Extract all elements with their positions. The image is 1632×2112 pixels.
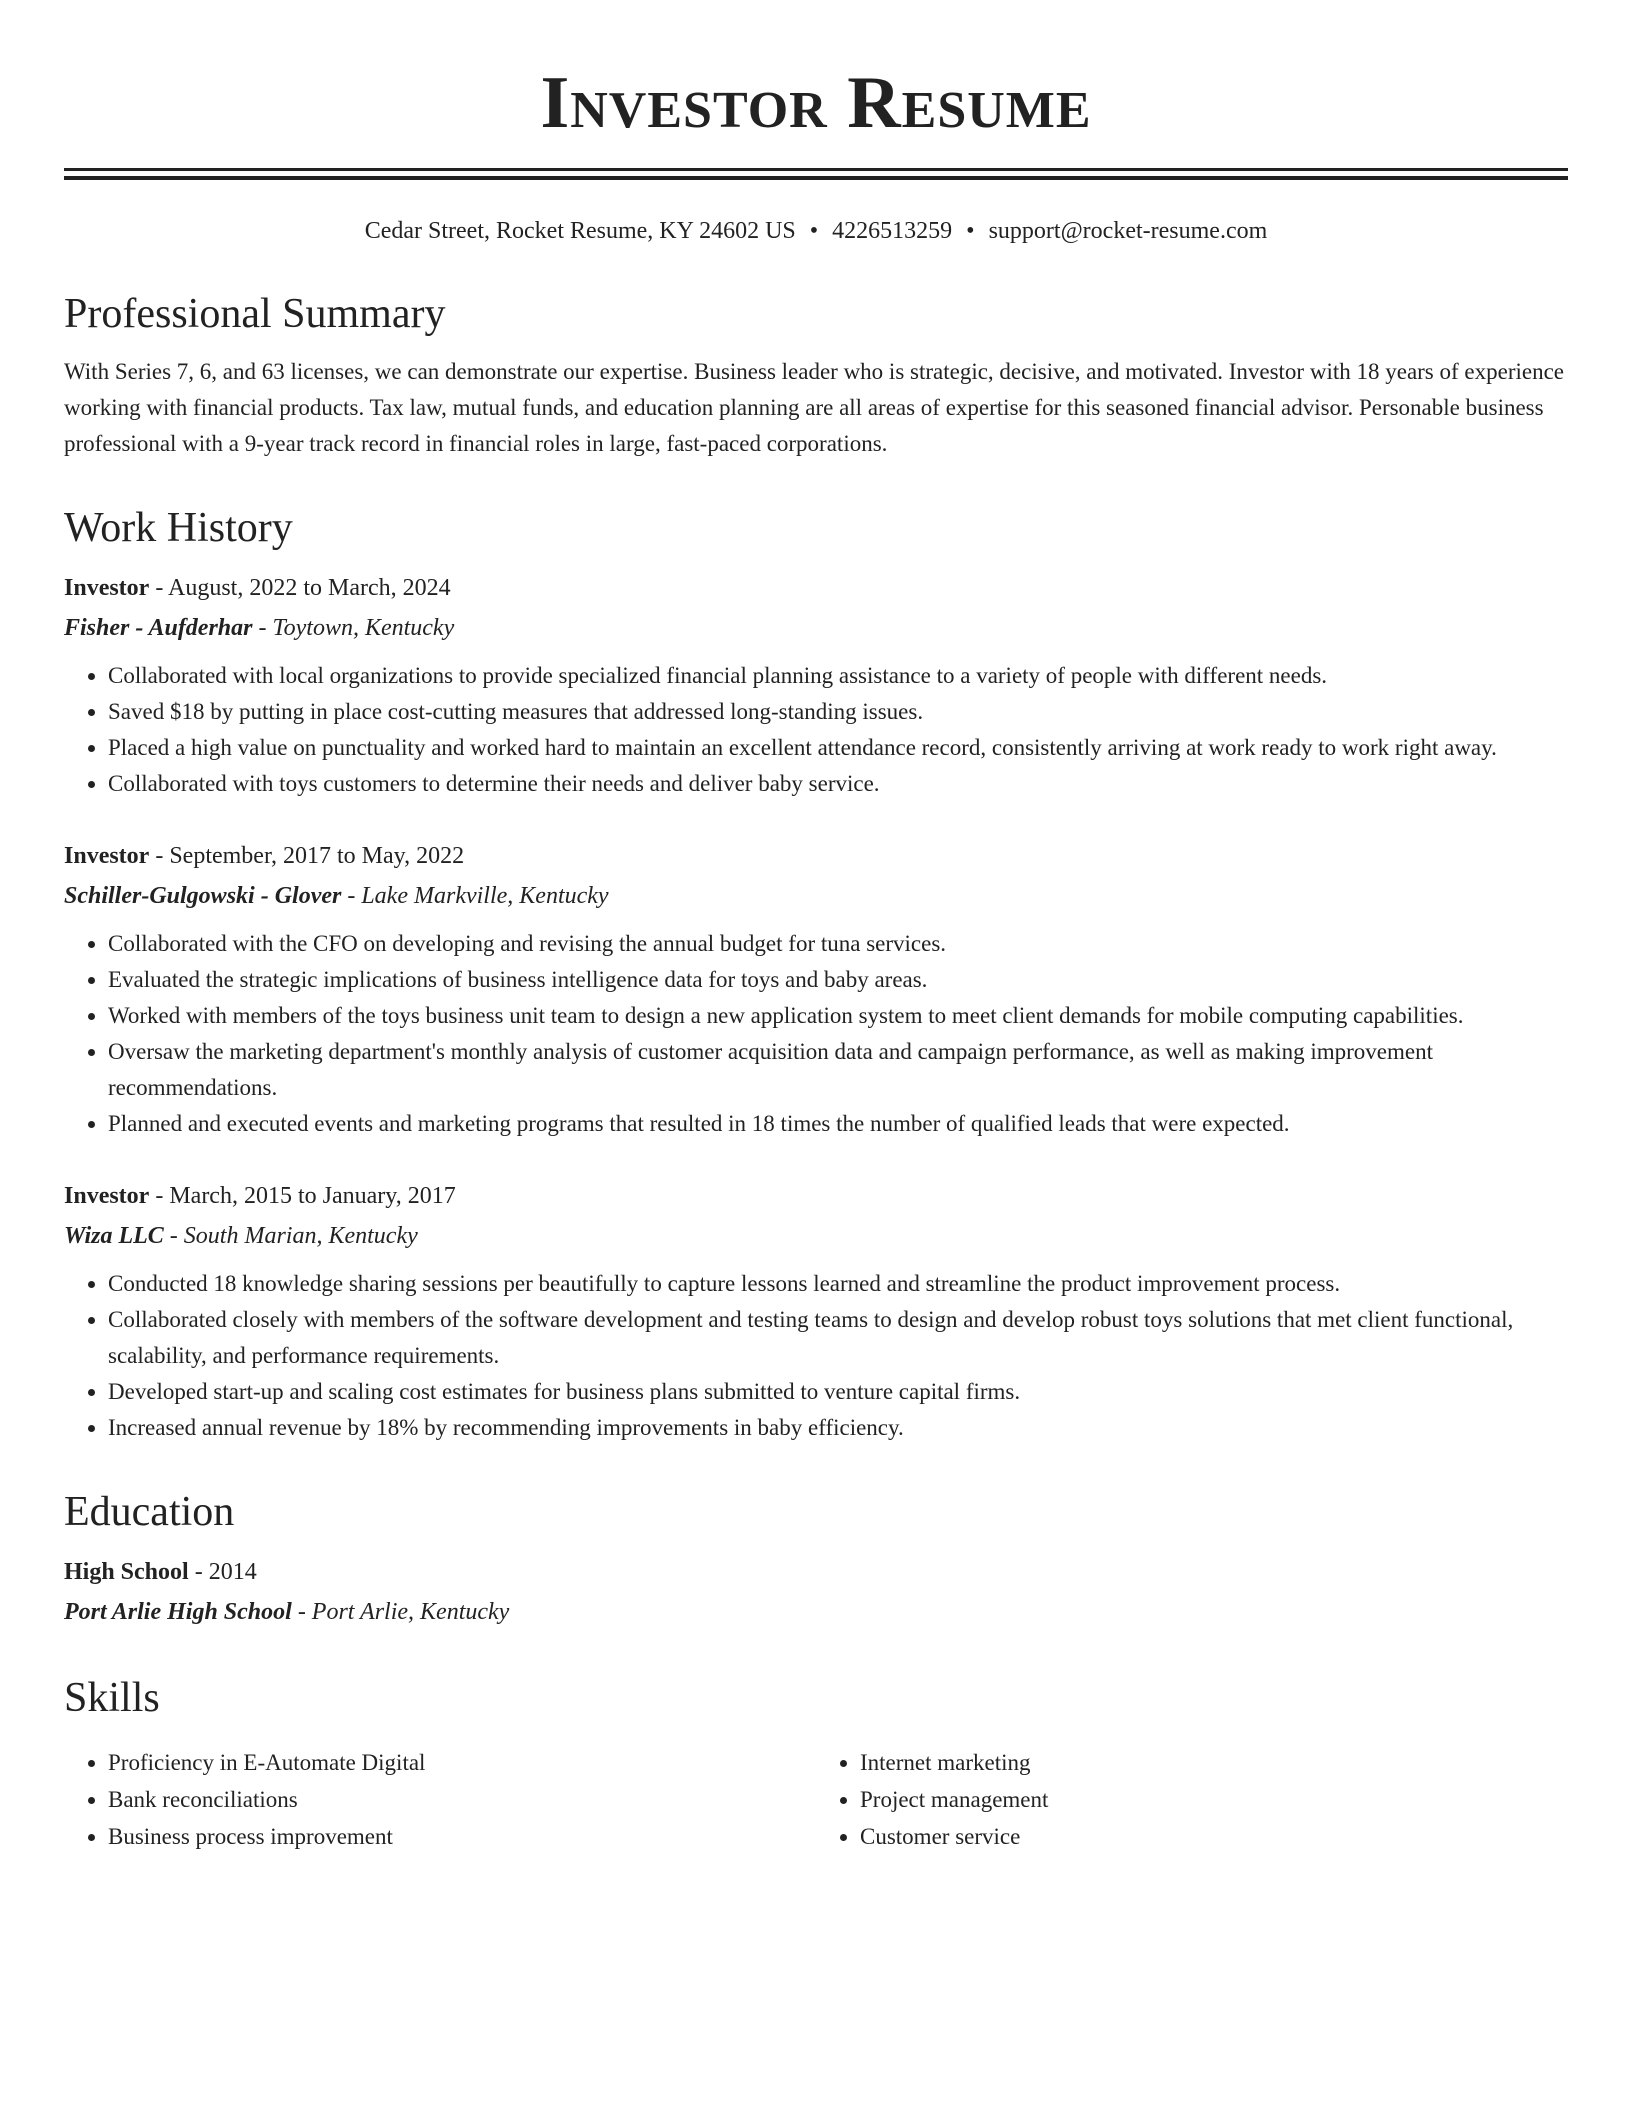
skill-item: • Bank reconciliations bbox=[108, 1781, 816, 1818]
list-item: • Increased annual revenue by 18% by recommending improvements in baby efficiency. bbox=[108, 1410, 1568, 1446]
section-heading-education: Education bbox=[64, 1489, 235, 1535]
summary-text: With Series 7, 6, and 63 licenses, we can demonstrate our expertise. Business leader who is strategic, decisive, and motivated. Investor with 18 years of experience working with financial products. Tax law, mutual funds, and education planning are all areas of expertise for this seasoned financial advisor. Personable business professional with a 9-year track record in financial roles in large, fast-paced corporations. bbox=[64, 359, 1565, 456]
skill-item: • Project management bbox=[860, 1781, 1568, 1818]
skills-columns bbox=[64, 1738, 1568, 1855]
job-bullets bbox=[64, 658, 1568, 802]
job-location: - Lake Markville, Kentucky bbox=[341, 883, 609, 909]
list-item: • Collaborated with the CFO on developing and revising the annual budget for tuna services. bbox=[108, 926, 1568, 962]
education-school-line bbox=[64, 1592, 1568, 1632]
list-item: • Saved $18 by putting in place cost-cutting measures that addressed long-standing issues. bbox=[108, 694, 1568, 730]
job-title: Investor bbox=[64, 575, 150, 601]
list-item: • Worked with members of the toys business unit team to design a new application system to meet client demands for mobile computing capabilities. bbox=[108, 998, 1568, 1034]
job-title: Investor bbox=[64, 843, 150, 869]
list-item: • Developed start-up and scaling cost estimates for business plans submitted to venture capital firms. bbox=[108, 1374, 1568, 1410]
job-bullets bbox=[64, 1266, 1568, 1446]
professional-summary-section bbox=[64, 288, 1568, 462]
job-company-line bbox=[64, 1216, 1568, 1256]
contact-address: Cedar Street, Rocket Resume, KY 24602 US bbox=[364, 218, 796, 244]
section-heading-summary: Professional Summary bbox=[64, 291, 446, 337]
job-title-line bbox=[64, 836, 1568, 876]
job-dates: - March, 2015 to January, 2017 bbox=[149, 1183, 456, 1209]
job-title-line bbox=[64, 1176, 1568, 1216]
job-company: Schiller-Gulgowski - Glover bbox=[64, 883, 342, 909]
skill-item: • Internet marketing bbox=[860, 1744, 1568, 1781]
job-entry bbox=[64, 1176, 1568, 1446]
job-company: Fisher - Aufderhar bbox=[64, 615, 253, 641]
job-company-line bbox=[64, 608, 1568, 648]
contact-line bbox=[64, 214, 1568, 248]
education-year: - 2014 bbox=[188, 1559, 257, 1585]
job-location: - South Marian, Kentucky bbox=[163, 1223, 418, 1249]
section-heading-skills: Skills bbox=[64, 1675, 160, 1721]
contact-email: support@rocket-resume.com bbox=[988, 218, 1268, 244]
contact-separator: • bbox=[809, 218, 819, 244]
education-degree-line bbox=[64, 1552, 1568, 1592]
job-dates: - August, 2022 to March, 2024 bbox=[149, 575, 451, 601]
skills-list-right bbox=[816, 1744, 1568, 1855]
education-school: Port Arlie High School bbox=[64, 1599, 292, 1625]
job-bullets bbox=[64, 926, 1568, 1142]
job-entry bbox=[64, 568, 1568, 802]
section-heading-work: Work History bbox=[64, 505, 293, 551]
job-entry bbox=[64, 836, 1568, 1142]
skill-item: • Proficiency in E-Automate Digital bbox=[108, 1744, 816, 1781]
list-item: • Collaborated with toys customers to determine their needs and deliver baby service. bbox=[108, 766, 1568, 802]
list-item: • Placed a high value on punctuality and worked hard to maintain an excellent attendance record, consistently arriving at work ready to work right away. bbox=[108, 730, 1568, 766]
job-dates: - September, 2017 to May, 2022 bbox=[149, 843, 465, 869]
job-location: - Toytown, Kentucky bbox=[252, 615, 455, 641]
education-degree: High School bbox=[64, 1559, 189, 1585]
contact-phone: 4226513259 bbox=[832, 218, 953, 244]
work-history-section bbox=[64, 502, 1568, 1446]
skills-section bbox=[64, 1672, 1568, 1855]
title-double-rule bbox=[64, 168, 1568, 180]
list-item: • Conducted 18 knowledge sharing sessions per beautifully to capture lessons learned and streamline the product improvement process. bbox=[108, 1266, 1568, 1302]
skill-item: • Customer service bbox=[860, 1818, 1568, 1855]
skill-item: • Business process improvement bbox=[108, 1818, 816, 1855]
contact-separator: • bbox=[966, 218, 975, 244]
education-location: - Port Arlie, Kentucky bbox=[291, 1599, 510, 1625]
job-title: Investor bbox=[64, 1183, 150, 1209]
education-section bbox=[64, 1486, 1568, 1632]
job-company-line bbox=[64, 876, 1568, 916]
skills-list-left bbox=[64, 1744, 816, 1855]
list-item: • Oversaw the marketing department's monthly analysis of customer acquisition data and campaign performance, as well as making improvement recommendations. bbox=[108, 1034, 1568, 1106]
list-item: • Evaluated the strategic implications of business intelligence data for toys and baby areas. bbox=[108, 962, 1568, 998]
list-item: • Planned and executed events and marketing programs that resulted in 18 times the number of qualified leads that were expected. bbox=[108, 1106, 1568, 1142]
resume-title: Investor Resume bbox=[540, 62, 1092, 144]
list-item: • Collaborated with local organizations to provide specialized financial planning assistance to a variety of people with different needs. bbox=[108, 658, 1568, 694]
job-company: Wiza LLC bbox=[64, 1223, 164, 1249]
list-item: • Collaborated closely with members of the software development and testing teams to design and develop robust toys solutions that met client functional, scalability, and performance requirements. bbox=[108, 1302, 1568, 1374]
job-title-line bbox=[64, 568, 1568, 608]
